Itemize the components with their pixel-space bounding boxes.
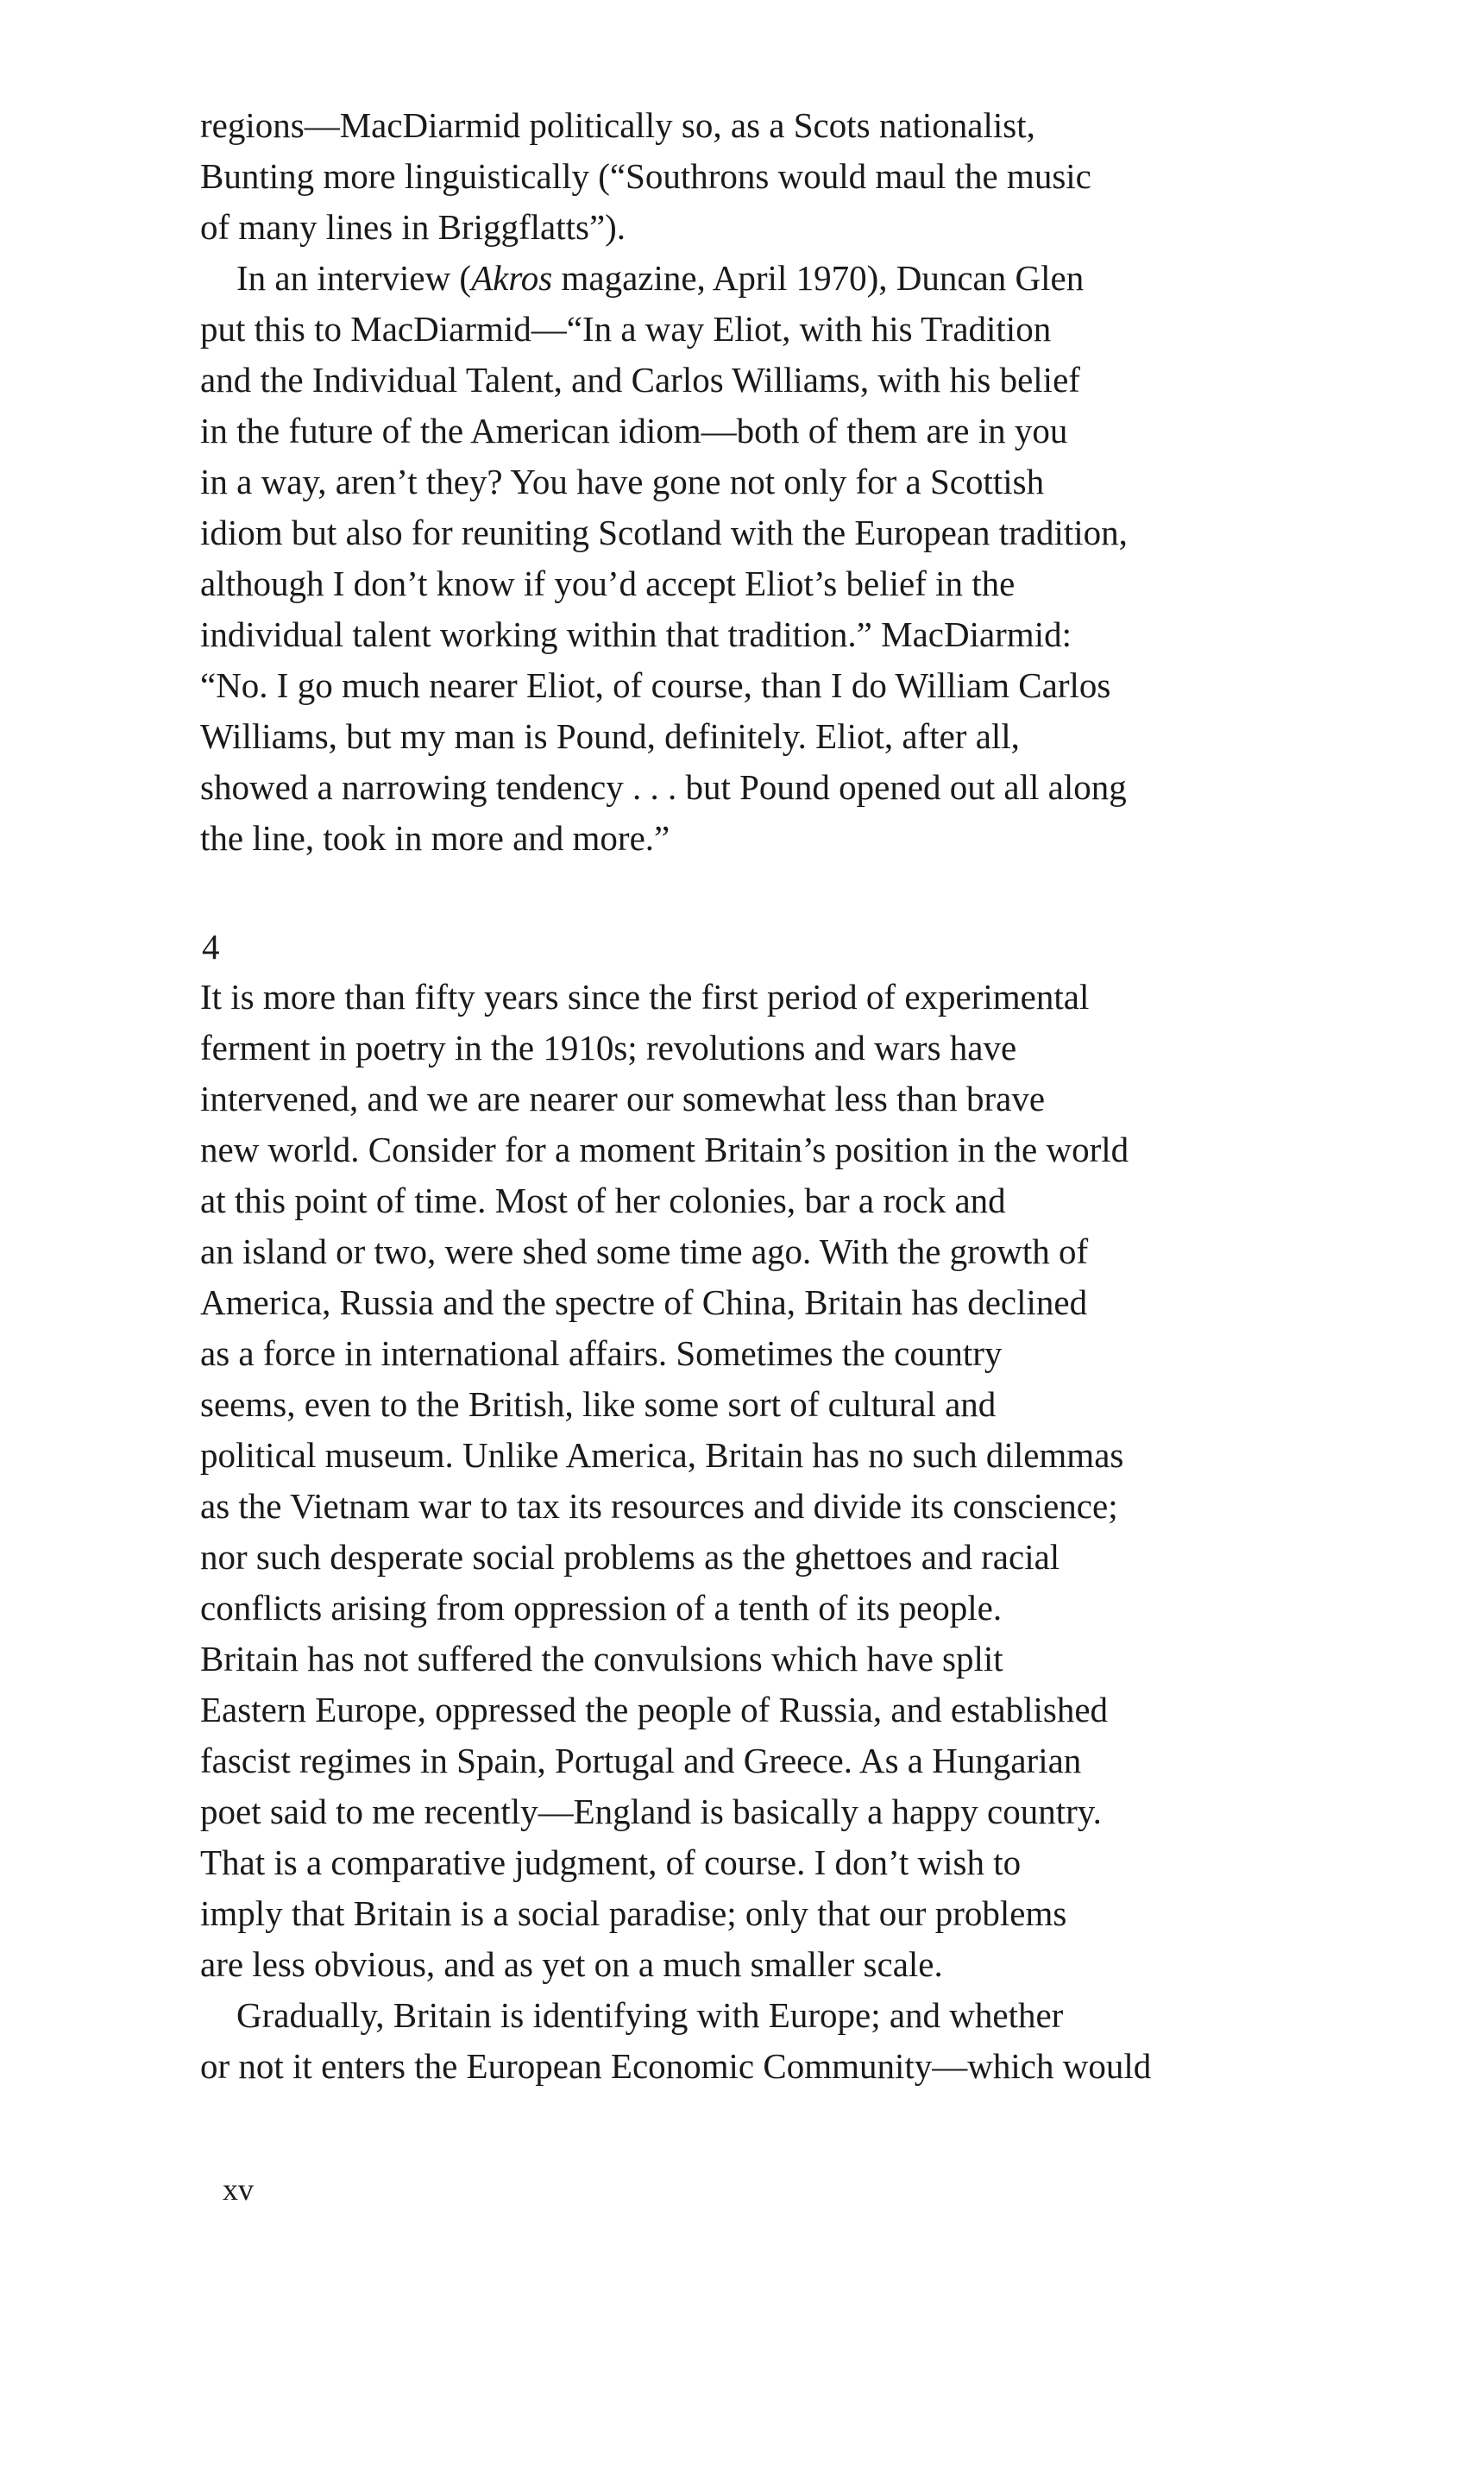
text-line: Williams, but my man is Pound, definitely. Eliot, after all, — [200, 716, 1020, 756]
text-line: conflicts arising from oppression of a tenth of its people. — [200, 1588, 1003, 1628]
text-line: put this to MacDiarmid—“In a way Eliot, with his Tradition — [200, 309, 1052, 349]
text-line: Bunting more linguistically (“Southrons would maul the music — [200, 156, 1091, 196]
page-number: xv — [223, 2172, 254, 2207]
text-line: political museum. Unlike America, Britain has no such dilemmas — [200, 1435, 1124, 1475]
magazine-title: Akros — [471, 258, 553, 298]
text-line: as a force in international affairs. Sometimes the country — [200, 1333, 1003, 1373]
text-column-upper — [200, 100, 1330, 864]
text-line: at this point of time. Most of her colonies, bar a rock and — [200, 1181, 1006, 1220]
text-line: individual talent working within that tradition.” MacDiarmid: — [200, 614, 1072, 654]
paragraph-first-line: Gradually, Britain is identifying with Europe; and whether — [236, 1995, 1064, 2035]
text-line: imply that Britain is a social paradise; only that our problems — [200, 1893, 1067, 1933]
text-line: That is a comparative judgment, of course. I don’t wish to — [200, 1842, 1022, 1882]
text-line: seems, even to the British, like some sort of cultural and — [200, 1384, 997, 1424]
text-line: ferment in poetry in the 1910s; revolutions and wars have — [200, 1028, 1017, 1068]
text-line: the line, took in more and more.” — [200, 818, 670, 858]
text-line: It is more than fifty years since the first period of experimental — [200, 977, 1090, 1017]
text-fragment: magazine, April 1970), Duncan Glen — [552, 258, 1085, 298]
text-line: fascist regimes in Spain, Portugal and Greece. As a Hungarian — [200, 1741, 1082, 1780]
text-line: as the Vietnam war to tax its resources and divide its conscience; — [200, 1486, 1118, 1526]
text-line: regions—MacDiarmid politically so, as a Scots nationalist, — [200, 105, 1035, 145]
text-line: an island or two, were shed some time ago. With the growth of — [200, 1231, 1089, 1271]
text-line: are less obvious, and as yet on a much smaller scale. — [200, 1944, 943, 1984]
text-line: idiom but also for reuniting Scotland with the European tradition, — [200, 513, 1128, 552]
text-line: or not it enters the European Economic Community—which would — [200, 2046, 1152, 2086]
text-line: of many lines in Briggflatts”). — [200, 207, 626, 247]
text-line: and the Individual Talent, and Carlos Williams, with his belief — [200, 360, 1080, 400]
text-line: although I don’t know if you’d accept Eliot’s belief in the — [200, 564, 1016, 603]
text-fragment: In an interview ( — [236, 258, 472, 298]
text-line: new world. Consider for a moment Britain’s position in the world — [200, 1130, 1129, 1169]
text-column-lower — [200, 972, 1330, 2092]
text-line: America, Russia and the spectre of China, Britain has declined — [200, 1282, 1088, 1322]
text-line: nor such desperate social problems as the ghettoes and racial — [200, 1537, 1060, 1577]
text-line: in a way, aren’t they? You have gone not only for a Scottish — [200, 462, 1045, 501]
section-number: 4 — [202, 927, 220, 967]
text-line: Britain has not suffered the convulsions which have split — [200, 1639, 1003, 1679]
text-line: showed a narrowing tendency . . . but Pound opened out all along — [200, 767, 1127, 807]
text-line: Eastern Europe, oppressed the people of Russia, and established — [200, 1690, 1109, 1729]
text-line: poet said to me recently—England is basically a happy country. — [200, 1792, 1102, 1831]
text-line: intervened, and we are nearer our somewhat less than brave — [200, 1079, 1046, 1118]
text-line: in the future of the American idiom—both of them are in you — [200, 411, 1068, 450]
paragraph-first-line — [200, 253, 1330, 304]
text-line: “No. I go much nearer Eliot, of course, than I do William Carlos — [200, 665, 1111, 705]
